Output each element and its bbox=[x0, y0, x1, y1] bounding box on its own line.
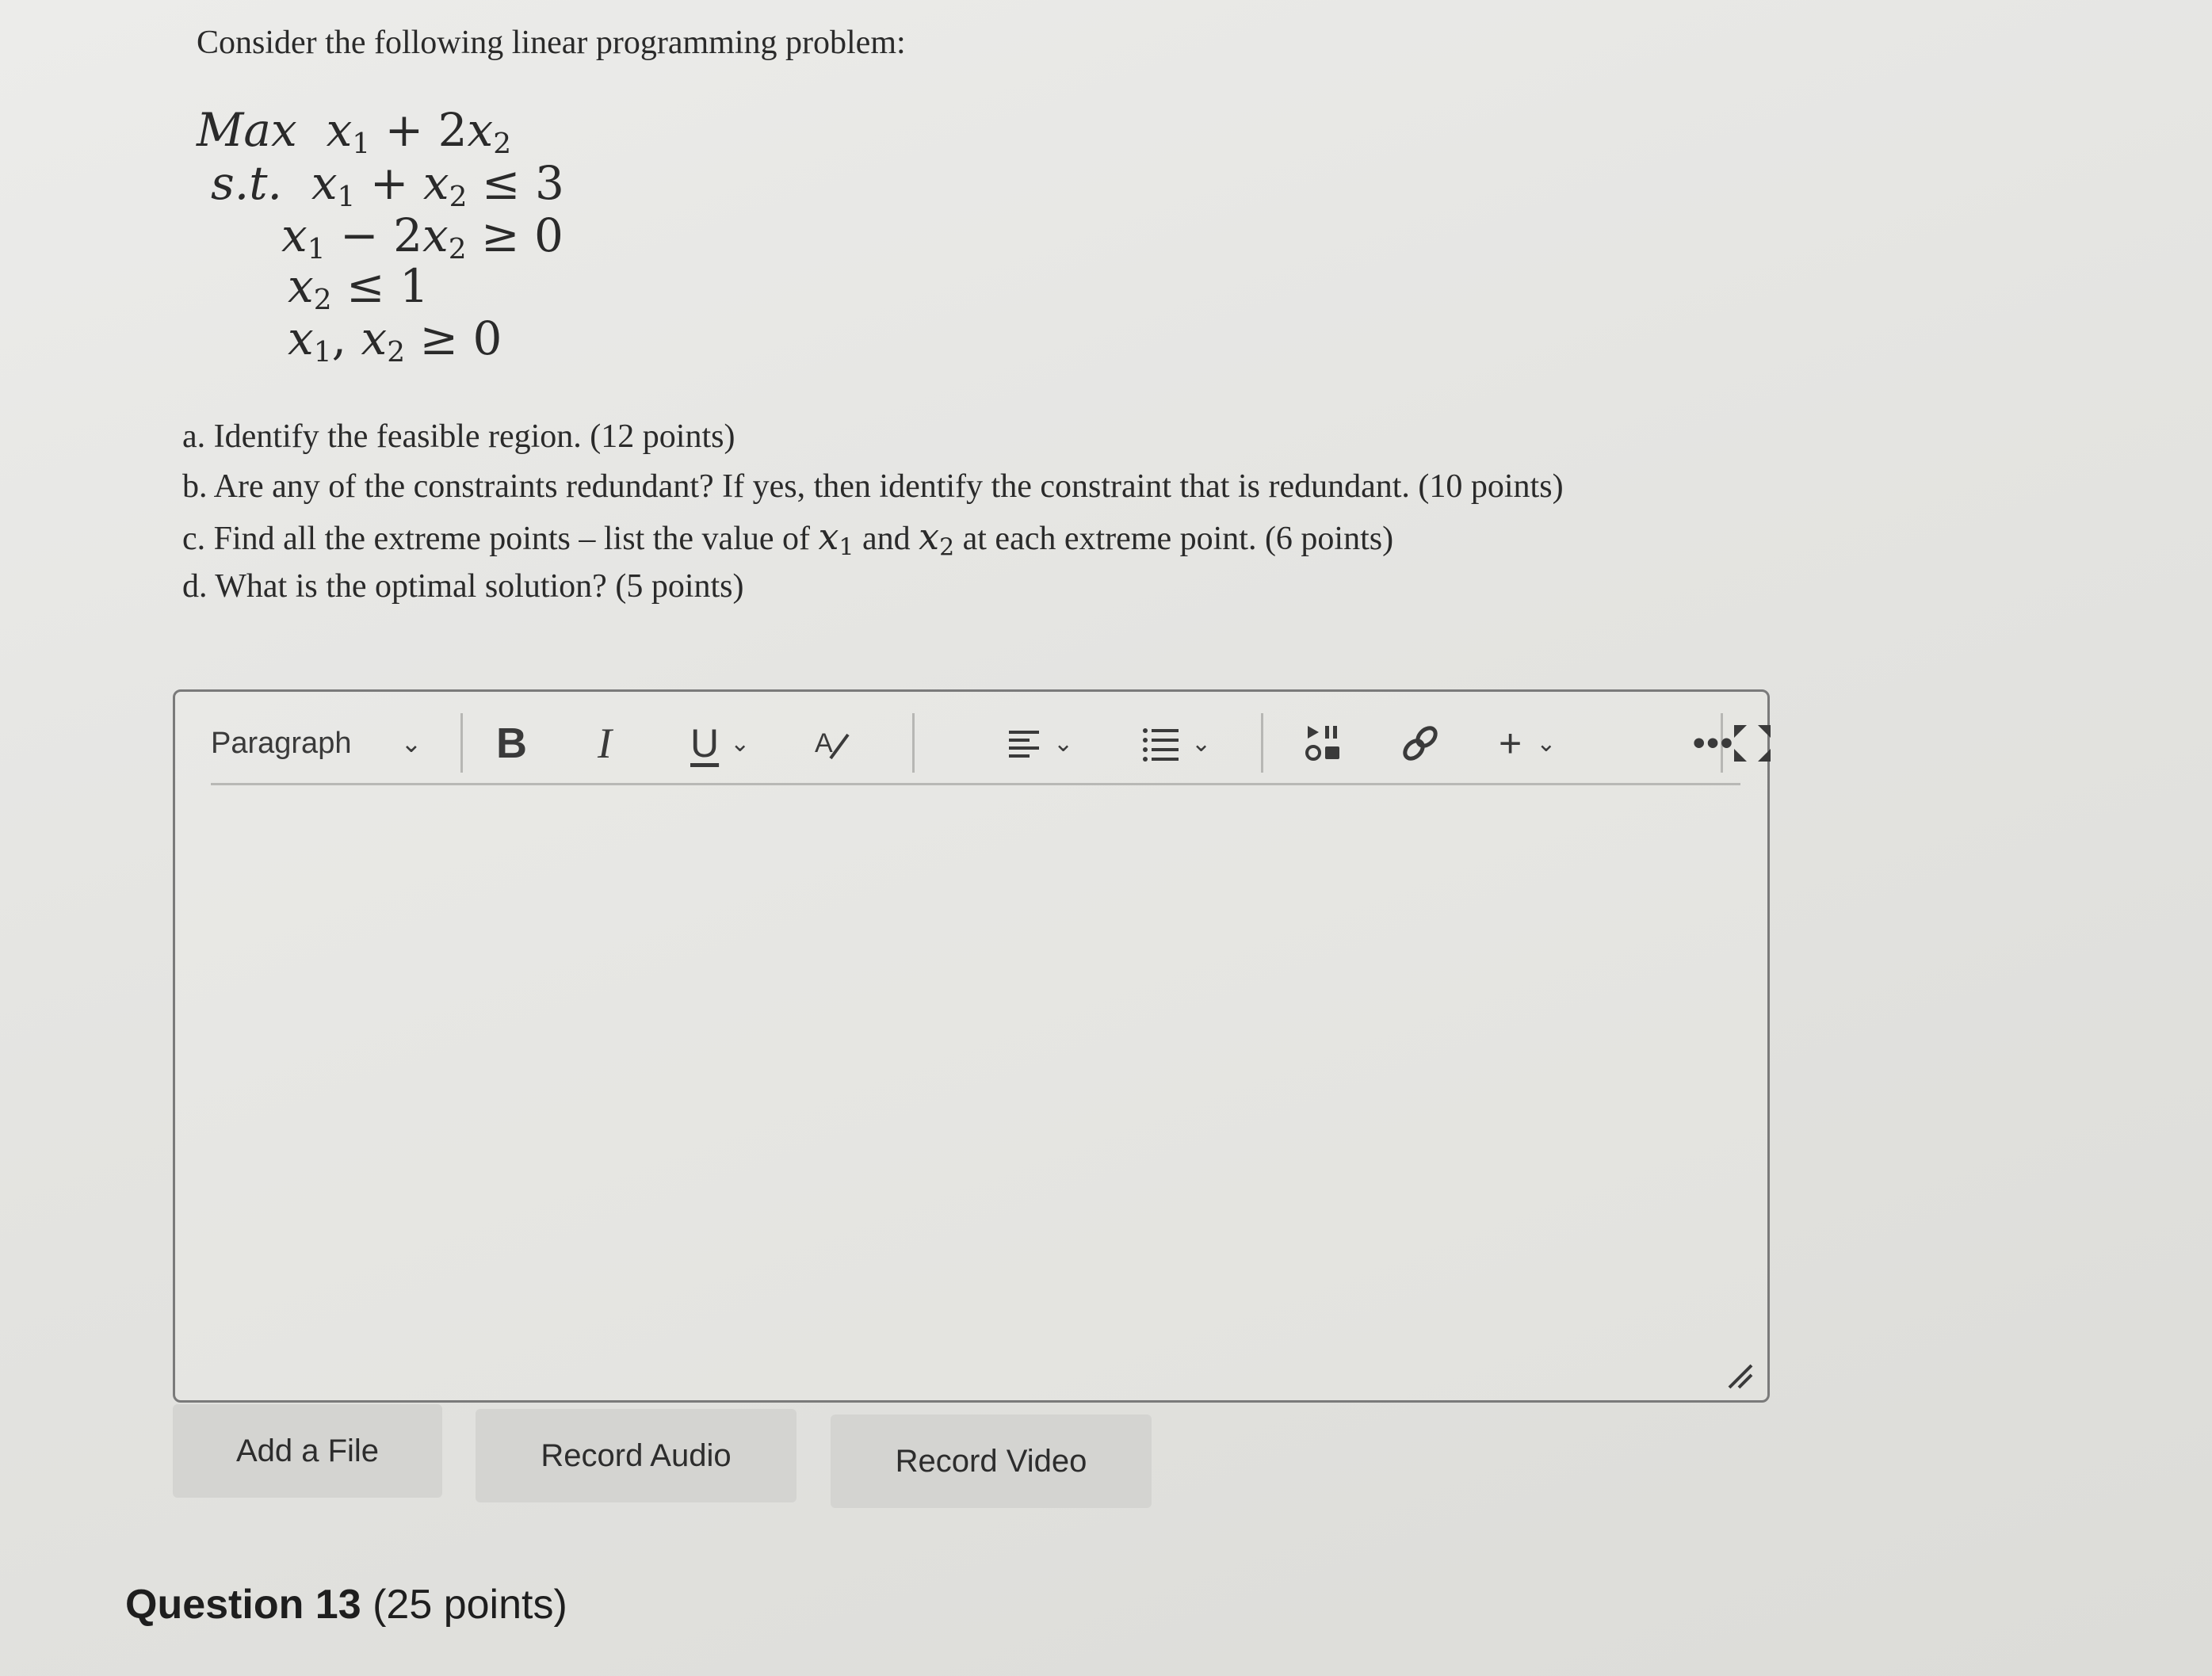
record-audio-button[interactable]: Record Audio bbox=[476, 1409, 797, 1502]
objective-function bbox=[197, 103, 512, 160]
resize-handle-icon[interactable] bbox=[1725, 1361, 1753, 1389]
editor-toolbar bbox=[211, 704, 1740, 785]
fullscreen-icon bbox=[1733, 723, 1772, 763]
part-c bbox=[182, 512, 1564, 562]
add-file-button[interactable]: Add a File bbox=[173, 1404, 442, 1498]
link-icon bbox=[1400, 723, 1441, 764]
list-dropdown[interactable] bbox=[1142, 720, 1211, 767]
bullet-list-icon bbox=[1142, 724, 1180, 762]
constraint-3 bbox=[288, 259, 429, 316]
part-b: b. Are any of the constraints redundant? If yes, then identify the constraint that is redundant. (10 points) bbox=[182, 468, 1564, 505]
sub-1: 1 bbox=[352, 127, 371, 160]
question-points: (25 points) bbox=[372, 1582, 567, 1628]
fullscreen-button[interactable] bbox=[1733, 720, 1772, 767]
question-intro: Consider the following linear programming problem: bbox=[197, 25, 906, 61]
italic-button[interactable]: I bbox=[598, 720, 612, 767]
relation: ≤ 3 bbox=[467, 156, 564, 210]
editor-content-area[interactable] bbox=[175, 787, 1767, 1389]
sub-1: 1 bbox=[337, 180, 356, 213]
objective-keyword: Max bbox=[197, 103, 297, 157]
question-parts bbox=[182, 412, 1564, 612]
svg-text:A: A bbox=[815, 728, 833, 758]
part-c-text-2: and bbox=[854, 521, 919, 557]
question-number: Question 13 bbox=[125, 1582, 361, 1628]
var-x1: x bbox=[288, 311, 314, 365]
var-x1: x bbox=[326, 103, 353, 157]
record-video-button[interactable]: Record Video bbox=[831, 1414, 1152, 1508]
more-actions-button[interactable] bbox=[1693, 720, 1734, 767]
chevron-down-icon: ⌄ bbox=[1536, 730, 1557, 757]
chevron-down-icon: ⌄ bbox=[1191, 730, 1212, 757]
var-x2: $x_2$ bbox=[919, 515, 955, 562]
separator: , bbox=[331, 311, 361, 365]
sub-2: 2 bbox=[448, 232, 467, 265]
text-format-button[interactable] bbox=[813, 720, 853, 767]
st-label: s.t. bbox=[211, 156, 282, 210]
sub-1: 1 bbox=[313, 335, 332, 368]
insert-link-button[interactable] bbox=[1400, 720, 1441, 767]
block-format-dropdown[interactable] bbox=[211, 720, 422, 767]
toolbar-divider bbox=[912, 713, 915, 773]
var-x1: x bbox=[281, 208, 308, 262]
toolbar-divider bbox=[1261, 713, 1263, 773]
var-x2: x bbox=[422, 208, 449, 262]
constraint-1 bbox=[211, 156, 564, 213]
constraint-nonnegativity bbox=[288, 311, 502, 368]
media-icon bbox=[1305, 723, 1346, 764]
chevron-down-icon: ⌄ bbox=[730, 730, 751, 757]
toolbar-divider bbox=[460, 713, 463, 773]
underline-button[interactable] bbox=[690, 720, 750, 767]
var-x2: x bbox=[422, 156, 449, 210]
relation: ≥ 0 bbox=[405, 311, 502, 365]
part-c-text-3: at each extreme point. (6 points) bbox=[954, 521, 1394, 557]
sub-1: 1 bbox=[307, 232, 326, 265]
align-left-icon bbox=[1007, 726, 1042, 761]
chevron-down-icon: ⌄ bbox=[1053, 730, 1074, 757]
ellipsis-icon: ••• bbox=[1693, 723, 1735, 762]
var-x1: $x_1$ bbox=[818, 515, 854, 562]
bold-button[interactable]: B bbox=[496, 720, 527, 767]
insert-media-button[interactable] bbox=[1305, 720, 1346, 767]
var-x1: x bbox=[311, 156, 338, 210]
constraint-2 bbox=[281, 208, 564, 265]
underline-icon: U bbox=[690, 721, 720, 765]
sub-2: 2 bbox=[449, 180, 468, 213]
var-x2: x bbox=[467, 103, 494, 157]
objective-op: + 2 bbox=[370, 103, 468, 157]
sub-2: 2 bbox=[313, 283, 332, 316]
relation: ≤ 1 bbox=[331, 259, 429, 313]
part-a: a. Identify the feasible region. (12 points) bbox=[182, 418, 735, 455]
block-format-label: Paragraph bbox=[211, 726, 352, 760]
sub-2: 2 bbox=[493, 127, 512, 160]
text-format-icon bbox=[813, 723, 853, 763]
var-x2: x bbox=[361, 311, 388, 365]
align-dropdown[interactable] bbox=[1007, 720, 1073, 767]
op: − 2 bbox=[325, 208, 422, 262]
part-d: d. What is the optimal solution? (5 points) bbox=[182, 568, 744, 605]
insert-stuff-dropdown[interactable] bbox=[1499, 720, 1556, 767]
op: + bbox=[355, 156, 423, 210]
next-question-heading bbox=[125, 1581, 567, 1628]
plus-icon: + bbox=[1499, 721, 1522, 765]
var-x2: x bbox=[288, 259, 314, 313]
part-c-text-1: c. Find all the extreme points – list the value of bbox=[182, 521, 819, 557]
rich-text-editor bbox=[173, 689, 1770, 1403]
relation: ≥ 0 bbox=[466, 208, 564, 262]
chevron-down-icon: ⌄ bbox=[400, 729, 422, 758]
sub-2: 2 bbox=[387, 335, 406, 368]
